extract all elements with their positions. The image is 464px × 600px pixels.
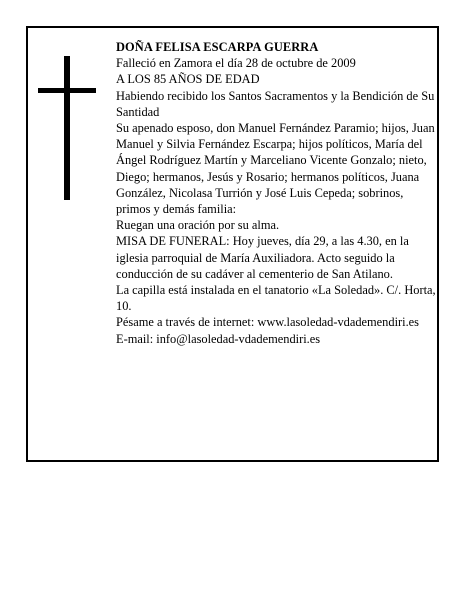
cross-horizontal-bar <box>38 88 96 93</box>
death-date-line: Falleció en Zamora el día 28 de octubre de 2009 <box>116 56 356 71</box>
chapel-paragraph: La capilla está instalada en el tanatorio «La Soledad». C/. Horta, 10. <box>116 283 436 314</box>
sacraments-line: Habiendo recibido los Santos Sacramentos y la Bendición de Su Santidad <box>116 88 435 119</box>
notice-text <box>116 39 436 347</box>
email-line: E-mail: info@lasoledad-vdademendiri.es <box>116 331 321 346</box>
age-line: A LOS 85 AÑOS DE EDAD <box>116 72 260 87</box>
latin-cross-icon <box>38 56 96 200</box>
prayer-request: Ruegan una oración por su alma. <box>116 218 280 233</box>
deceased-name: DOÑA FELISA ESCARPA GUERRA <box>116 40 319 54</box>
obituary-notice <box>26 26 439 462</box>
family-paragraph: Su apenado esposo, don Manuel Fernández Paramio; hijos, Juan Manuel y Silvia Fernández Escarpa; hijos políticos, María del Ángel Rodríguez Martín y Marceliano Vicente Gonzalo; nieto, Diego; hermanos, Jesús y Rosario; hermanos políticos, Juana González, Nicolasa Turrión y José Luis Cepeda; sobrinos, primos y demás familia: <box>116 121 435 217</box>
condolences-web-line: Pésame a través de internet: www.lasoledad-vdademendiri.es <box>116 315 420 330</box>
cross-vertical-bar <box>64 56 70 200</box>
funeral-mass-paragraph: MISA DE FUNERAL: Hoy jueves, día 29, a las 4.30, en la iglesia parroquial de María Auxiliadora. Acto seguido la conducción de su cadáver al cementerio de San Atilano. <box>116 234 409 281</box>
